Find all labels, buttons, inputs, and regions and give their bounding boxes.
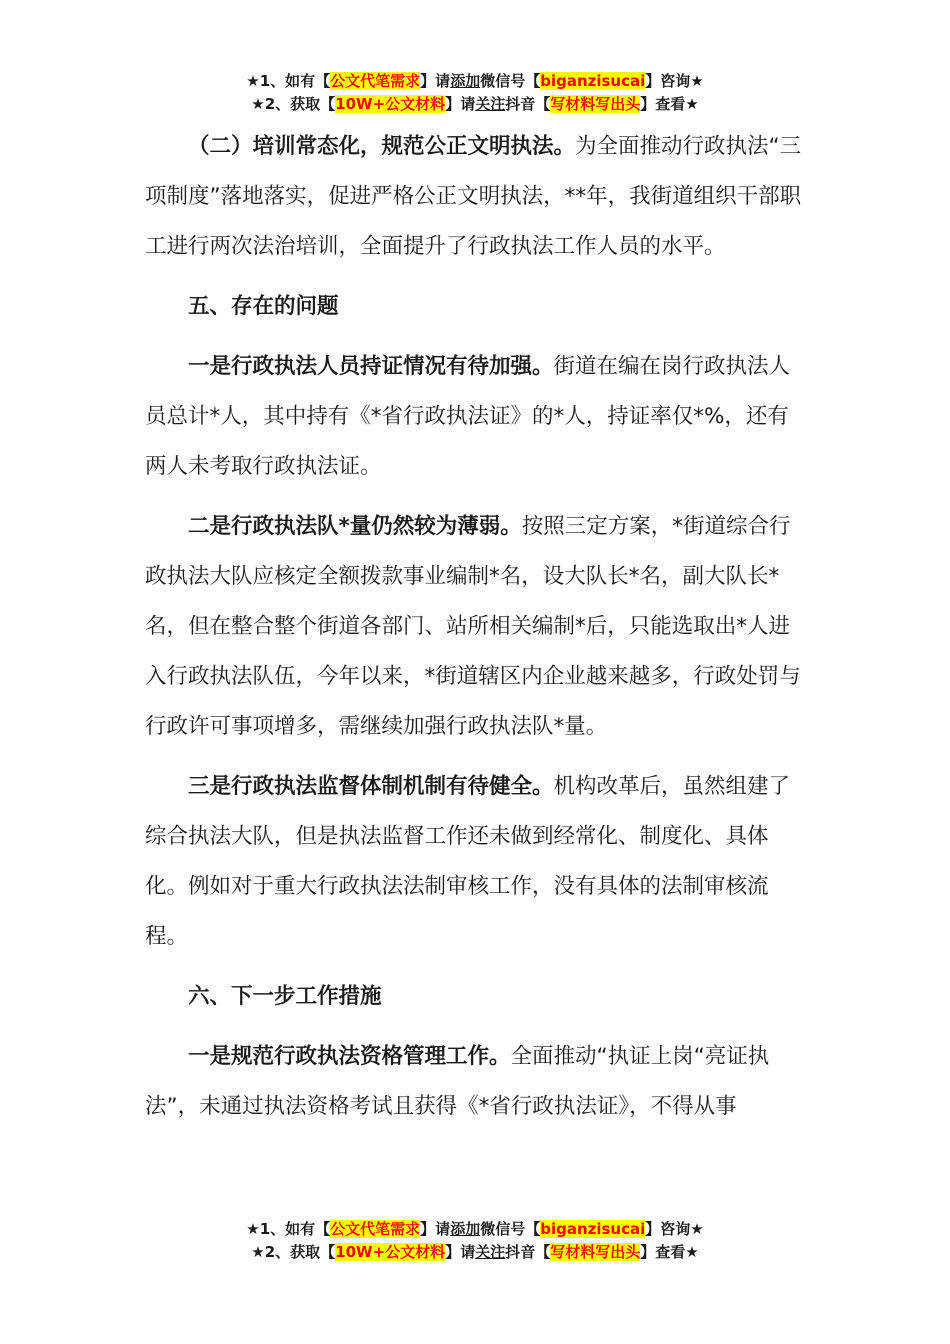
section-heading-next-steps: 六、下一步工作措施 <box>188 984 382 1009</box>
paragraph-text: 为全面推动行政执法“三项制度”落地落实，促进严格公正文明执法，**年，我街道组织干部职工进行两次法治培训，全面提升了行政执法工作人员的水平。 <box>145 134 802 259</box>
paragraph-text: 全面推动“执证上岗“亮证执法”，未通过执法资格考试且获得《*省行政执法证》，不得从事 <box>145 1044 770 1119</box>
paragraph-training <box>145 122 810 272</box>
banner-highlight: 写材料写出头 <box>550 95 641 113</box>
banner-line-1: ★1、如有【公文代笔需求】请添加微信号【biganzisucai】咨询★ <box>246 1220 704 1238</box>
paragraph-measure-1 <box>145 1032 810 1132</box>
header-banner <box>0 70 950 116</box>
paragraph-lead: 一是规范行政执法资格管理工作。 <box>188 1044 511 1069</box>
paragraph-text: 机构改革后，虽然组建了综合执法大队，但是执法监督工作还未做到经常化、制度化、具体化。例如对于重大行政执法法制审核工作，没有具体的法制审核流程。 <box>145 774 791 949</box>
paragraph-lead: 二是行政执法队*量仍然较为薄弱。 <box>188 514 522 539</box>
banner-highlight: biganzisucai <box>540 1220 646 1238</box>
banner-highlight: 10W+公文材料 <box>335 95 446 113</box>
paragraph-text: 按照三定方案，*街道综合行政执法大队应核定全额拨款事业编制*名，设大队长*名，副大队长*名，但在整合整个街道各部门、站所相关编制*后，只能选取出*人进入行政执法队伍，今年以来，*街道辖区内企业越来越多，行政处罚与行政许可事项增多，需继续加强行政执法队*量。 <box>145 514 801 739</box>
banner-highlight: biganzisucai <box>540 72 646 90</box>
paragraph-lead: 一是行政执法人员持证情况有待加强。 <box>188 354 554 379</box>
paragraph-problem-2 <box>145 502 810 752</box>
footer-banner <box>0 1218 950 1264</box>
paragraph-problem-3 <box>145 762 810 962</box>
paragraph-problem-1 <box>145 342 810 492</box>
banner-line-1: ★1、如有【公文代笔需求】请添加微信号【biganzisucai】咨询★ <box>246 72 704 90</box>
paragraph-text: 街道在编在岗行政执法人员总计*人，其中持有《*省行政执法证》的*人，持证率仅*%，还有两人未考取行政执法证。 <box>145 354 791 479</box>
document-body <box>145 122 810 1132</box>
section-heading-problems: 五、存在的问题 <box>188 294 339 319</box>
paragraph-lead: （二）培训常态化，规范公正文明执法。 <box>188 134 576 159</box>
paragraph-lead: 三是行政执法监督体制机制有待健全。 <box>188 774 554 799</box>
banner-highlight: 10W+公文材料 <box>335 1243 446 1261</box>
banner-line-2: ★2、获取【10W+公文材料】请关注抖音【写材料写出头】查看★ <box>251 1243 699 1261</box>
banner-highlight: 公文代笔需求 <box>330 1220 421 1238</box>
banner-highlight: 写材料写出头 <box>550 1243 641 1261</box>
banner-line-2: ★2、获取【10W+公文材料】请关注抖音【写材料写出头】查看★ <box>251 95 699 113</box>
banner-highlight: 公文代笔需求 <box>330 72 421 90</box>
